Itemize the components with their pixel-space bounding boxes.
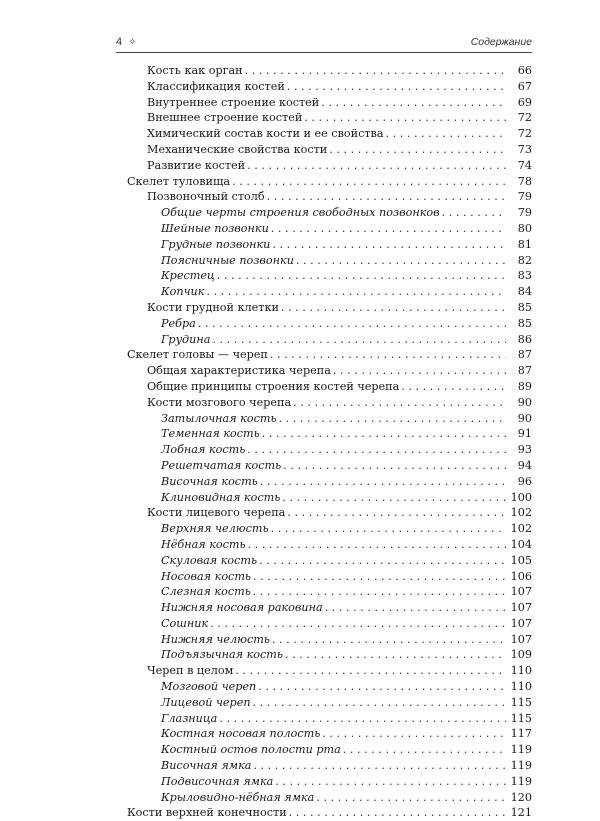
toc-entry-title: Грудные позвонки bbox=[161, 237, 271, 251]
dot-leader bbox=[442, 205, 506, 221]
toc-entry-page: 80 bbox=[517, 221, 532, 235]
toc-entry-page: 119 bbox=[510, 743, 532, 757]
toc-entry bbox=[116, 189, 532, 205]
toc-entry-page: 104 bbox=[510, 537, 532, 551]
toc-entry bbox=[116, 284, 532, 300]
toc-entry-page: 67 bbox=[517, 79, 532, 93]
toc-entry-page: 69 bbox=[517, 95, 532, 109]
toc-entry-title: Общая характеристика черепа bbox=[147, 364, 331, 378]
running-header bbox=[116, 36, 532, 48]
toc-entry-title: Общие черты строения свободных позвонков bbox=[161, 206, 440, 220]
toc-entry-title: Глазница bbox=[161, 711, 218, 725]
toc-entry bbox=[116, 142, 532, 158]
dot-leader bbox=[281, 300, 506, 316]
toc-entry-page: 90 bbox=[517, 411, 532, 425]
toc-entry-page: 74 bbox=[517, 158, 532, 172]
toc-entry bbox=[116, 158, 532, 174]
toc-entry bbox=[116, 632, 532, 648]
toc-entry-title: Подвисочная ямка bbox=[161, 774, 274, 788]
toc-entry bbox=[116, 253, 532, 269]
header-left bbox=[116, 36, 137, 48]
dot-leader bbox=[329, 142, 506, 158]
dot-leader bbox=[245, 63, 506, 79]
toc-entry bbox=[116, 521, 532, 537]
toc-entry-title: Классификация костей bbox=[147, 79, 285, 93]
dot-leader bbox=[253, 758, 506, 774]
dot-leader bbox=[210, 616, 506, 632]
toc-entry-title: Верхняя челюсть bbox=[161, 522, 269, 536]
toc-entry-page: 110 bbox=[510, 680, 532, 694]
toc-entry-page: 107 bbox=[510, 616, 532, 630]
dot-leader bbox=[262, 426, 506, 442]
toc-entry-title: Нижняя носовая раковина bbox=[161, 601, 323, 615]
toc-entry-page: 94 bbox=[517, 458, 532, 472]
toc-entry bbox=[116, 647, 532, 663]
toc-entry-page: 110 bbox=[510, 664, 532, 678]
toc-entry-title: Крестец bbox=[161, 269, 215, 283]
toc-entry-page: 79 bbox=[517, 190, 532, 204]
toc-entry bbox=[116, 569, 532, 585]
dot-leader bbox=[287, 505, 506, 521]
toc-entry-title: Внутреннее строение костей bbox=[147, 95, 320, 109]
toc-entry bbox=[116, 600, 532, 616]
toc-entry-title: Общие принципы строения костей черепа bbox=[147, 379, 400, 393]
dot-leader bbox=[272, 237, 506, 253]
toc-entry bbox=[116, 790, 532, 806]
toc-entry-title: Лицевой череп bbox=[161, 695, 251, 709]
toc-entry bbox=[116, 363, 532, 379]
section-title: Содержание bbox=[470, 36, 532, 48]
toc-entry-title: Затылочная кость bbox=[161, 411, 277, 425]
toc-entry-page: 107 bbox=[510, 601, 532, 615]
dot-leader bbox=[247, 442, 506, 458]
dot-leader bbox=[343, 742, 506, 758]
toc-entry-page: 120 bbox=[510, 790, 532, 804]
ornament-icon: ✧ bbox=[128, 36, 137, 48]
toc-entry-title: Височная кость bbox=[161, 474, 258, 488]
toc-entry-title: Мозговой череп bbox=[161, 680, 257, 694]
toc-entry-page: 72 bbox=[517, 127, 532, 141]
toc-entry-title: Механические свойства кости bbox=[147, 142, 328, 156]
dot-leader bbox=[304, 110, 506, 126]
toc-entry-title: Носовая кость bbox=[161, 569, 252, 583]
toc-entry-title: Крыловидно-нёбная ямка bbox=[161, 790, 315, 804]
toc-entry bbox=[116, 395, 532, 411]
toc-entry-page: 81 bbox=[517, 237, 532, 251]
toc-entry-title: Кости лицевого черепа bbox=[147, 506, 286, 520]
dot-leader bbox=[212, 332, 506, 348]
toc-entry bbox=[116, 174, 532, 190]
dot-leader bbox=[272, 632, 506, 648]
toc-entry-title: Слезная кость bbox=[161, 585, 251, 599]
dot-leader bbox=[259, 553, 506, 569]
dot-leader bbox=[271, 221, 506, 237]
toc-entry bbox=[116, 95, 532, 111]
toc-entry-page: 121 bbox=[510, 806, 532, 820]
toc-entry-title: Позвоночный столб bbox=[147, 190, 265, 204]
toc-entry bbox=[116, 758, 532, 774]
toc-entry-page: 87 bbox=[517, 348, 532, 362]
toc-entry-page: 84 bbox=[517, 285, 532, 299]
toc-entry-title: Поясничные позвонки bbox=[161, 253, 294, 267]
toc-entry-page: 117 bbox=[510, 727, 532, 741]
toc-entry bbox=[116, 805, 532, 821]
dot-leader bbox=[275, 774, 506, 790]
toc-entry-page: 79 bbox=[517, 206, 532, 220]
dot-leader bbox=[267, 189, 506, 205]
toc-entry-page: 89 bbox=[517, 379, 532, 393]
toc-entry-title: Шейные позвонки bbox=[161, 221, 269, 235]
toc-entry bbox=[116, 221, 532, 237]
toc-entry-title: Теменная кость bbox=[161, 427, 260, 441]
toc-entry-title: Внешнее строение костей bbox=[147, 111, 303, 125]
toc-entry-page: 100 bbox=[510, 490, 532, 504]
toc-entry-title: Скуловая кость bbox=[161, 553, 258, 567]
toc-entry-title: Химический состав кости и ее свойства bbox=[147, 127, 384, 141]
toc-entry-page: 115 bbox=[510, 695, 532, 709]
header-rule bbox=[116, 52, 532, 53]
toc-entry-page: 96 bbox=[517, 474, 532, 488]
toc-entry-page: 119 bbox=[510, 774, 532, 788]
toc-entry-page: 86 bbox=[517, 332, 532, 346]
toc-entry bbox=[116, 379, 532, 395]
toc-entry bbox=[116, 711, 532, 727]
toc-entry-page: 83 bbox=[517, 269, 532, 283]
toc-entry-title: Копчик bbox=[161, 285, 205, 299]
toc-entry-page: 102 bbox=[510, 522, 532, 536]
toc-entry-title: Кости грудной клетки bbox=[147, 300, 279, 314]
toc-entry-page: 106 bbox=[510, 569, 532, 583]
dot-leader bbox=[206, 284, 506, 300]
toc-entry-page: 115 bbox=[510, 711, 532, 725]
toc-entry-title: Костный остов полости рта bbox=[161, 743, 341, 757]
toc-entry-title: Костная носовая полость bbox=[161, 727, 321, 741]
toc-entry bbox=[116, 505, 532, 521]
toc-entry-title: Кости верхней конечности bbox=[127, 806, 287, 820]
dot-leader bbox=[285, 647, 506, 663]
toc-entry bbox=[116, 726, 532, 742]
dot-leader bbox=[386, 126, 507, 142]
toc-entry-page: 78 bbox=[517, 174, 532, 188]
dot-leader bbox=[316, 790, 506, 806]
toc-entry-page: 72 bbox=[517, 111, 532, 125]
toc-entry bbox=[116, 679, 532, 695]
dot-leader bbox=[325, 600, 506, 616]
dot-leader bbox=[260, 474, 506, 490]
dot-leader bbox=[217, 268, 506, 284]
dot-leader bbox=[283, 458, 506, 474]
toc-entry bbox=[116, 205, 532, 221]
toc-entry-page: 119 bbox=[510, 759, 532, 773]
dot-leader bbox=[333, 363, 506, 379]
toc-entry bbox=[116, 126, 532, 142]
toc-entry-title: Развитие костей bbox=[147, 158, 246, 172]
toc-entry-title: Подъязычная кость bbox=[161, 648, 284, 662]
dot-leader bbox=[321, 95, 506, 111]
dot-leader bbox=[219, 711, 506, 727]
toc-entry bbox=[116, 300, 532, 316]
dot-leader bbox=[401, 379, 506, 395]
toc-entry-title: Скелет туловища bbox=[127, 174, 231, 188]
dot-leader bbox=[270, 347, 506, 363]
toc-entry-title: Лобная кость bbox=[161, 443, 246, 457]
dot-leader bbox=[253, 695, 506, 711]
dot-leader bbox=[247, 158, 506, 174]
toc-entry-title: Череп в целом bbox=[147, 664, 234, 678]
toc-entry-page: 82 bbox=[517, 253, 532, 267]
toc-entry bbox=[116, 63, 532, 79]
toc-entry-page: 66 bbox=[517, 64, 532, 77]
toc-entry-page: 107 bbox=[510, 585, 532, 599]
toc-entry bbox=[116, 316, 532, 332]
toc-entry bbox=[116, 490, 532, 506]
dot-leader bbox=[282, 490, 506, 506]
dot-leader bbox=[253, 584, 506, 600]
toc-entry-title: Клиновидная кость bbox=[161, 490, 281, 504]
toc-entry bbox=[116, 110, 532, 126]
toc-entry-page: 73 bbox=[517, 142, 532, 156]
toc-entry-page: 87 bbox=[517, 364, 532, 378]
toc-entry bbox=[116, 411, 532, 427]
toc-entry-page: 93 bbox=[517, 443, 532, 457]
dot-leader bbox=[271, 521, 506, 537]
toc-entry bbox=[116, 584, 532, 600]
dot-leader bbox=[258, 679, 506, 695]
toc-entry-title: Височная ямка bbox=[161, 759, 252, 773]
dot-leader bbox=[248, 537, 506, 553]
toc-entry-page: 85 bbox=[517, 316, 532, 330]
toc-entry bbox=[116, 268, 532, 284]
toc-entry bbox=[116, 553, 532, 569]
toc-entry-title: Ребра bbox=[161, 316, 196, 330]
toc-entry-page: 107 bbox=[510, 632, 532, 646]
toc-entry-title: Кость как орган bbox=[147, 64, 243, 77]
toc-entry-page: 105 bbox=[510, 553, 532, 567]
toc-entry bbox=[116, 332, 532, 348]
toc-entry-title: Нижняя челюсть bbox=[161, 632, 270, 646]
toc-entry bbox=[116, 663, 532, 679]
toc-entry-title: Кости мозгового черепа bbox=[147, 395, 292, 409]
toc-entry bbox=[116, 79, 532, 95]
toc-entry bbox=[116, 347, 532, 363]
toc-entry-page: 91 bbox=[517, 427, 532, 441]
dot-leader bbox=[235, 663, 506, 679]
toc-entry-page: 85 bbox=[517, 300, 532, 314]
dot-leader bbox=[198, 316, 506, 332]
toc-entry bbox=[116, 742, 532, 758]
toc-entry-title: Грудина bbox=[161, 332, 211, 346]
toc-entry-page: 109 bbox=[510, 648, 532, 662]
toc-entry bbox=[116, 695, 532, 711]
toc-entry-title: Сошник bbox=[161, 616, 209, 630]
toc-entry-title: Нёбная кость bbox=[161, 537, 246, 551]
toc-entry bbox=[116, 537, 532, 553]
toc-entry-page: 90 bbox=[517, 395, 532, 409]
dot-leader bbox=[232, 174, 506, 190]
dot-leader bbox=[296, 253, 506, 269]
toc-entry bbox=[116, 237, 532, 253]
dot-leader bbox=[287, 79, 506, 95]
page-number: 4 bbox=[116, 36, 123, 48]
toc-entry bbox=[116, 616, 532, 632]
dot-leader bbox=[253, 569, 506, 585]
table-of-contents bbox=[116, 63, 532, 821]
toc-entry bbox=[116, 458, 532, 474]
dot-leader bbox=[322, 726, 506, 742]
toc-entry bbox=[116, 474, 532, 490]
toc-entry-page: 102 bbox=[510, 506, 532, 520]
toc-entry-title: Скелет головы — череп bbox=[127, 348, 268, 362]
dot-leader bbox=[289, 805, 506, 821]
toc-entry bbox=[116, 426, 532, 442]
toc-entry bbox=[116, 774, 532, 790]
dot-leader bbox=[279, 411, 506, 427]
toc-entry-title: Решетчатая кость bbox=[161, 458, 282, 472]
dot-leader bbox=[293, 395, 506, 411]
toc-entry bbox=[116, 442, 532, 458]
